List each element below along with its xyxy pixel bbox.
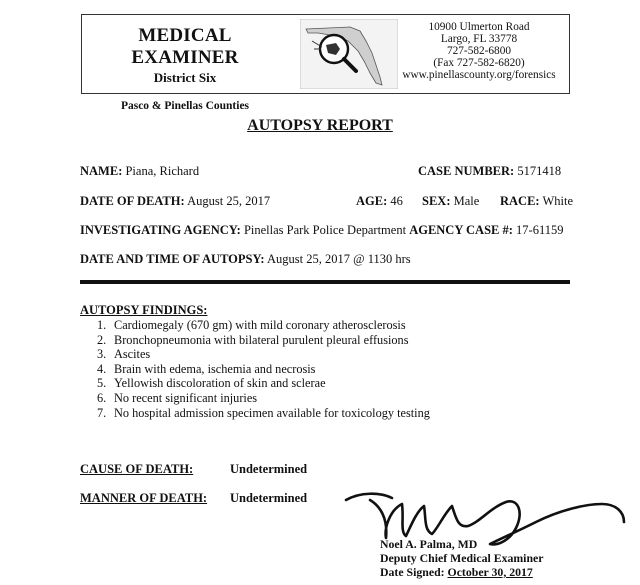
finding-number: 7. [97,405,107,420]
manner-of-death-label: MANNER OF DEATH: [80,491,208,505]
finding-item [97,391,430,406]
agency-case-value: 17-61159 [516,223,564,237]
finding-item [97,406,430,421]
manner-of-death-value: Undetermined [230,491,308,505]
age-field [356,194,403,209]
finding-item [97,333,430,348]
office-title: MEDICAL EXAMINER [131,25,239,68]
autopsy-datetime-field [80,252,411,267]
signature-block [380,537,544,579]
date-of-death-field [80,194,270,209]
date-signed-value: October 30, 2017 [447,565,533,579]
finding-number: 1. [97,318,107,332]
age-value: 46 [390,194,403,208]
age-label: AGE: [356,194,388,208]
case-number-label: CASE NUMBER: [418,164,515,178]
race-value: White [542,194,574,208]
fax-number: (Fax 727-582-6820) [433,57,525,69]
cause-of-death-value: Undetermined [230,462,308,476]
date-of-death-value: August 25, 2017 [187,194,271,208]
phone-number: 727-582-6800 [446,45,511,57]
autopsy-datetime-label: DATE AND TIME OF AUTOPSY: [80,252,265,266]
counties-line: Pasco & Pinellas Counties [120,100,250,112]
investigating-agency-value: Pinellas Park Police Department [243,223,407,237]
sex-value: Male [453,194,480,208]
section-divider [80,280,570,284]
investigating-agency-field [80,223,563,238]
cause-of-death-label: CAUSE OF DEATH: [80,462,194,476]
finding-number: 3. [97,347,107,362]
signer-name: Noel A. Palma, MD [380,537,478,551]
autopsy-datetime-value: August 25, 2017 @ 1130 hrs [266,252,411,266]
investigating-agency-label: INVESTIGATING AGENCY: [80,223,241,237]
finding-item [97,376,430,391]
district-name: District Six [153,70,217,85]
report-title: AUTOPSY REPORT [247,117,393,134]
address-line-1: 10900 Ulmerton Road [428,21,530,33]
name-value: Piana, Richard [125,164,200,178]
findings-heading: AUTOPSY FINDINGS: [80,303,208,317]
letterhead-left [90,25,280,112]
name-label: NAME: [80,164,123,178]
case-number-value: 5171418 [517,164,562,178]
date-of-death-label: DATE OF DEATH: [80,194,185,208]
agency-case-label: AGENCY CASE #: [409,223,513,237]
sex-label: SEX: [422,194,451,208]
website: www.pinellascounty.org/forensics [402,69,556,81]
finding-text: Brain with edema, ischemia and necrosis [114,361,316,376]
finding-text: Yellowish discoloration of skin and sclerae [114,376,326,391]
signer-title: Deputy Chief Medical Examiner [380,551,544,565]
florida-magnifier-seal-icon [300,19,398,89]
name-field [80,164,199,179]
finding-number: 6. [97,390,107,405]
finding-text: Ascites [114,347,151,362]
finding-number: 4. [97,361,107,376]
finding-text: No recent significant injuries [114,390,258,405]
finding-text: No hospital admission specimen available for toxicology testing [114,405,430,420]
finding-number: 5. [97,376,107,391]
race-label: RACE: [500,194,540,208]
letterhead-contact [395,21,563,81]
case-number-field [418,164,561,179]
date-signed-line [380,565,544,579]
sex-field [422,194,479,209]
finding-item [97,362,430,377]
finding-item [97,318,430,333]
race-field [500,194,573,209]
finding-item [97,347,430,362]
finding-text: Bronchopneumonia with bilateral purulent pleural effusions [114,332,409,347]
finding-number: 2. [97,332,107,347]
finding-text: Cardiomegaly (670 gm) with mild coronary atherosclerosis [114,318,406,332]
date-signed-label: Date Signed: [380,565,445,579]
letterhead [81,14,570,112]
address-line-2: Largo, FL 33778 [440,33,518,45]
findings-list [97,318,430,420]
